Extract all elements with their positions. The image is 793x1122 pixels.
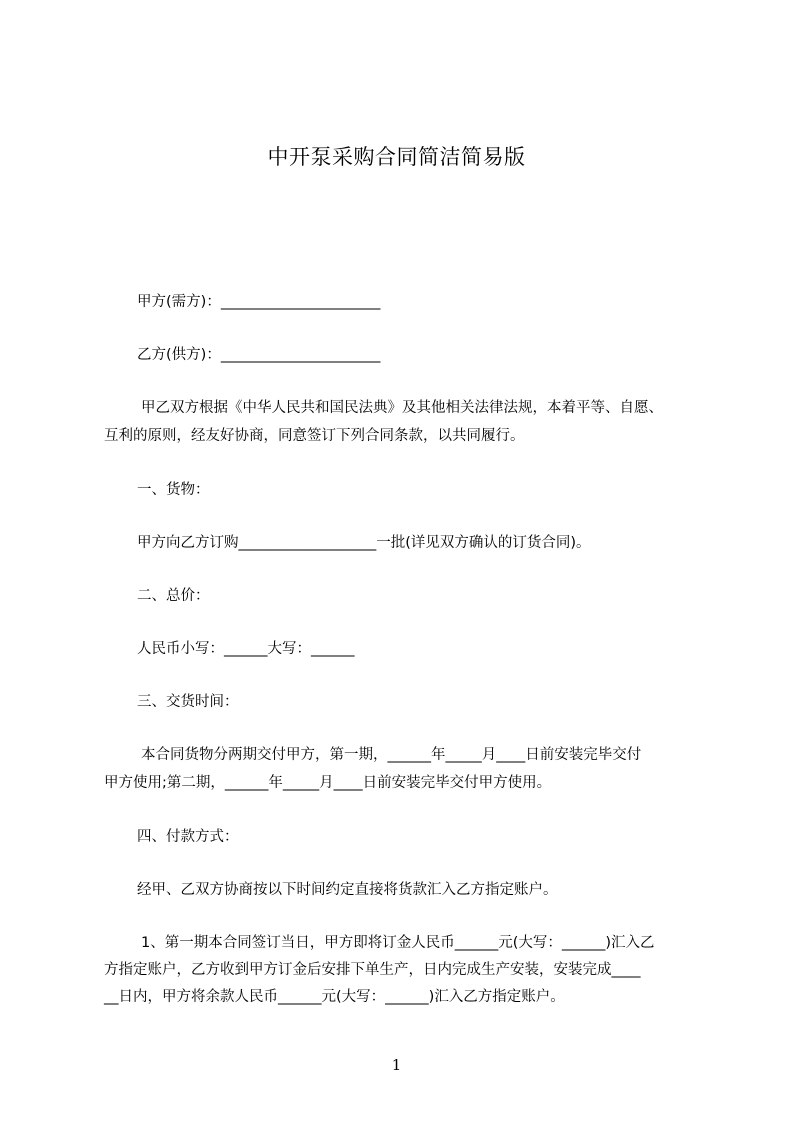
intro-paragraph-line-2: 互利的原则，经友好协商，同意签订下列合同条款，以共同履行。 <box>104 428 525 444</box>
clause-1-line-1: 1、第一期本合同签订当日，甲方即将订金人民币______元(大写：______)汇入乙 <box>141 935 655 951</box>
section-1-text: 甲方向乙方订购___________________一批(详见双方确认的订货合同)。 <box>137 535 591 551</box>
clause-1-line-3: __日内，甲方将余款人民币______元(大写：______)汇入乙方指定账户。 <box>104 989 565 1005</box>
section-4-text: 经甲、乙双方协商按以下时间约定直接将货款汇入乙方指定账户。 <box>137 882 558 898</box>
document-title: 中开泵采购合同简洁简易版 <box>267 145 526 169</box>
section-2-heading: 二、总价： <box>137 588 210 604</box>
party-a-line: 甲方(需方)：______________________ <box>137 294 381 310</box>
page-number: 1 <box>391 1056 402 1074</box>
section-2-text: 人民币小写：______大写：______ <box>137 641 355 657</box>
section-3-paragraph-line-2: 甲方使用;第二期，______年_____月____日前安装完毕交付甲方使用。 <box>104 775 552 791</box>
clause-1-line-2: 方指定账户，乙方收到甲方订金后安排下单生产，日内完成生产安装，安装完成____ <box>104 962 641 978</box>
section-1-heading: 一、货物： <box>137 482 210 498</box>
section-4-heading: 四、付款方式： <box>137 829 239 845</box>
section-3-paragraph-line-1: 本合同货物分两期交付甲方，第一期，______年_____月____日前安装完毕交付 <box>141 747 642 763</box>
party-b-line: 乙方(供方)：______________________ <box>137 347 381 363</box>
section-3-heading: 三、交货时间： <box>137 694 239 710</box>
intro-paragraph-line-1: 甲乙双方根据《中华人民共和国民法典》及其他相关法律法规，本着平等、自愿、 <box>141 400 663 416</box>
